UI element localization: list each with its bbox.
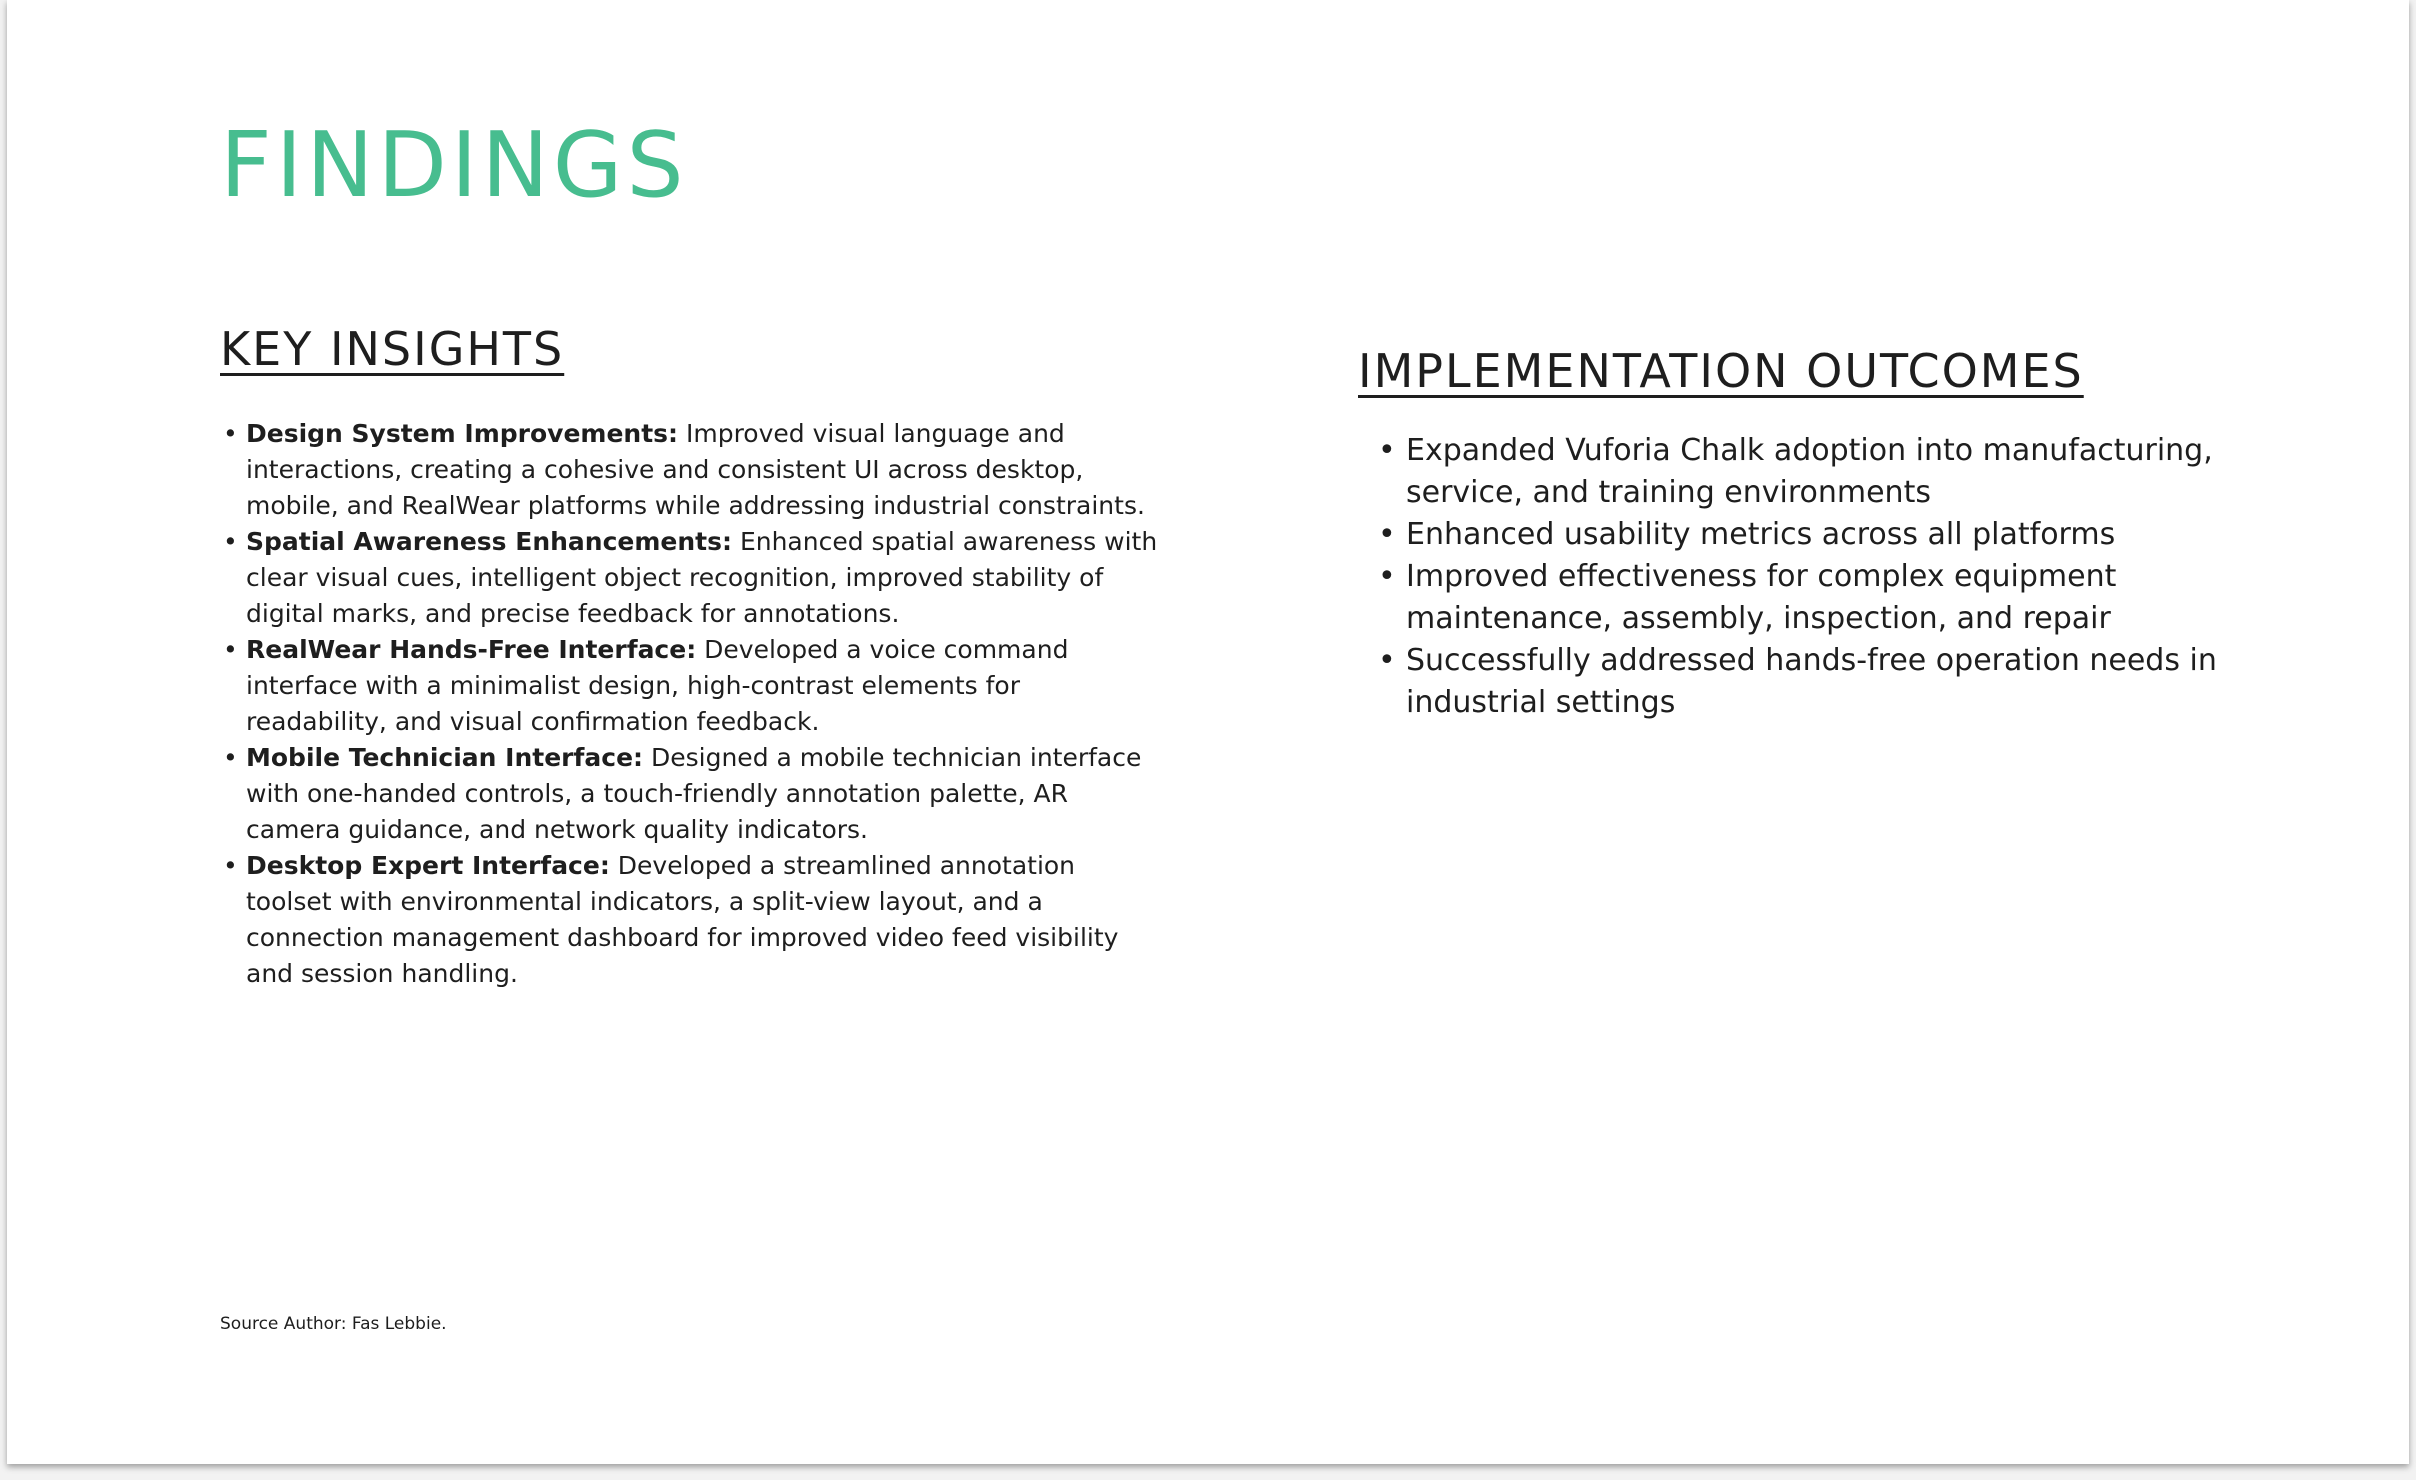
insight-text: Developed a voice command interface with a minimalist design, high-contrast elements for readability, and visual confirmation feedback. [246,635,1069,736]
slide [7,0,2409,1464]
bullet-icon: • [223,743,238,772]
source-note: Source Author: Fas Lebbie. [220,1314,447,1334]
bullet-icon: • [1378,433,1396,468]
list-item [1378,556,2298,640]
implementation-outcomes-list [1378,430,2298,724]
insight-text: Enhanced spatial awareness with clear visual cues, intelligent object recognition, improved stability of digital marks, and precise feedback for annotations. [246,527,1158,628]
list-item [220,524,1160,632]
insight-lead: Desktop Expert Interface: [246,851,610,880]
list-item [220,416,1160,524]
list-item [220,740,1160,848]
key-insights-list [220,416,1160,992]
implementation-outcomes-heading: IMPLEMENTATION OUTCOMES [1358,344,2084,398]
list-item [220,848,1160,992]
outcome-text: Enhanced usability metrics across all platforms [1406,517,2116,552]
list-item [220,632,1160,740]
outcome-text: Expanded Vuforia Chalk adoption into manufacturing, service, and training environments [1406,433,2213,510]
bullet-icon: • [223,851,238,880]
bullet-icon: • [223,419,238,448]
bullet-icon: • [223,527,238,556]
bullet-icon: • [1378,643,1396,678]
bullet-icon: • [1378,559,1396,594]
insight-text: Developed a streamlined annotation toolset with environmental indicators, a split-view layout, and a connection management dashboard for improved video feed visibility and session handling. [246,851,1119,988]
list-item [1378,640,2298,724]
bullet-icon: • [223,635,238,664]
insight-lead: Mobile Technician Interface: [246,743,644,772]
insight-text: Improved visual language and interactions, creating a cohesive and consistent UI across desktop, mobile, and RealWear platforms while addressing industrial constraints. [246,419,1145,520]
insight-text: Designed a mobile technician interface with one-handed controls, a touch-friendly annotation palette, AR camera guidance, and network quality indicators. [246,743,1142,844]
bullet-icon: • [1378,517,1396,552]
insight-lead: Spatial Awareness Enhancements: [246,527,732,556]
page-title: FINDINGS [220,113,688,218]
key-insights-heading: KEY INSIGHTS [220,322,565,376]
insight-lead: RealWear Hands-Free Interface: [246,635,697,664]
insight-lead: Design System Improvements: [246,419,679,448]
list-item [1378,430,2298,514]
outcome-text: Improved effectiveness for complex equipment maintenance, assembly, inspection, and repair [1406,559,2117,636]
outcome-text: Successfully addressed hands-free operation needs in industrial settings [1406,643,2217,720]
list-item [1378,514,2298,556]
